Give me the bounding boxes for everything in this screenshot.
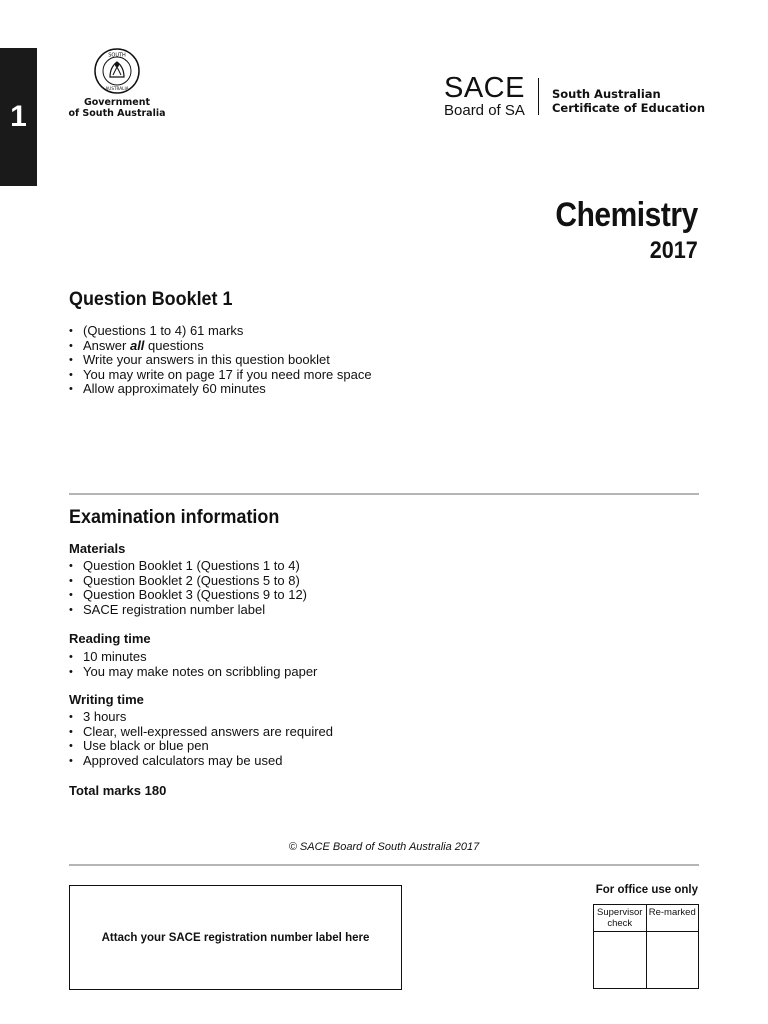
registration-label-box	[69, 885, 402, 990]
footer-divider	[69, 864, 699, 866]
exam-info-title: Examination information	[69, 506, 280, 528]
list-item: • Allow approximately 60 minutes	[69, 382, 372, 397]
list-item: • SACE registration number label	[69, 603, 307, 618]
list-item: • (Questions 1 to 4) 61 marks	[69, 324, 372, 339]
re-marked-header: Re-marked	[647, 905, 699, 932]
sace-divider	[538, 78, 539, 115]
reading-time-list	[69, 650, 317, 679]
list-item: • Question Booklet 3 (Questions 9 to 12)	[69, 588, 307, 603]
list-item: • 10 minutes	[69, 650, 317, 665]
seal-top-text: SOUTH	[108, 52, 126, 59]
subject-year: 2017	[649, 237, 698, 264]
materials-list	[69, 559, 307, 617]
booklet-title: Question Booklet 1	[69, 288, 233, 310]
booklet-number-tab	[0, 48, 37, 186]
supervisor-check-cell	[594, 932, 646, 988]
supervisor-check-header: Supervisor check	[594, 905, 646, 932]
government-name: Government of South Australia	[68, 97, 166, 119]
writing-time-list	[69, 710, 333, 768]
list-item: • 3 hours	[69, 710, 333, 725]
registration-label-text: Attach your SACE registration number label here	[101, 931, 370, 944]
office-use-table	[593, 904, 699, 989]
list-item: • Write your answers in this question booklet	[69, 353, 372, 368]
booklet-number: 1	[10, 100, 27, 133]
copyright: © SACE Board of South Australia 2017	[288, 841, 480, 853]
list-item: • Use black or blue pen	[69, 739, 333, 754]
seal-bottom-text: AUSTRALIA	[105, 86, 129, 91]
list-item: • Answer all questions	[69, 339, 372, 354]
sace-certificate-text: South Australian Certificate of Education	[551, 87, 706, 115]
section-divider	[69, 493, 699, 495]
list-item: • Question Booklet 2 (Questions 5 to 8)	[69, 574, 307, 589]
list-item: • Approved calculators may be used	[69, 754, 333, 769]
materials-heading: Materials	[69, 541, 126, 556]
reading-time-heading: Reading time	[69, 631, 151, 646]
list-item: • You may write on page 17 if you need more space	[69, 368, 372, 383]
sace-wordmark: SACE	[444, 72, 525, 104]
sace-board-text: Board of SA	[444, 102, 525, 119]
list-item: • Question Booklet 1 (Questions 1 to 4)	[69, 559, 307, 574]
subject-title: Chemistry	[555, 196, 698, 234]
office-use-title: For office use only	[595, 884, 698, 896]
booklet-instructions	[69, 324, 372, 397]
government-logo	[66, 47, 168, 119]
re-marked-cell	[647, 932, 699, 988]
writing-time-heading: Writing time	[69, 692, 144, 707]
total-marks: Total marks 180	[69, 783, 167, 798]
state-seal-icon	[93, 47, 141, 95]
subject-heading	[536, 196, 698, 265]
list-item: • Clear, well-expressed answers are required	[69, 725, 333, 740]
sace-logo	[444, 74, 705, 118]
list-item: • You may make notes on scribbling paper	[69, 665, 317, 680]
